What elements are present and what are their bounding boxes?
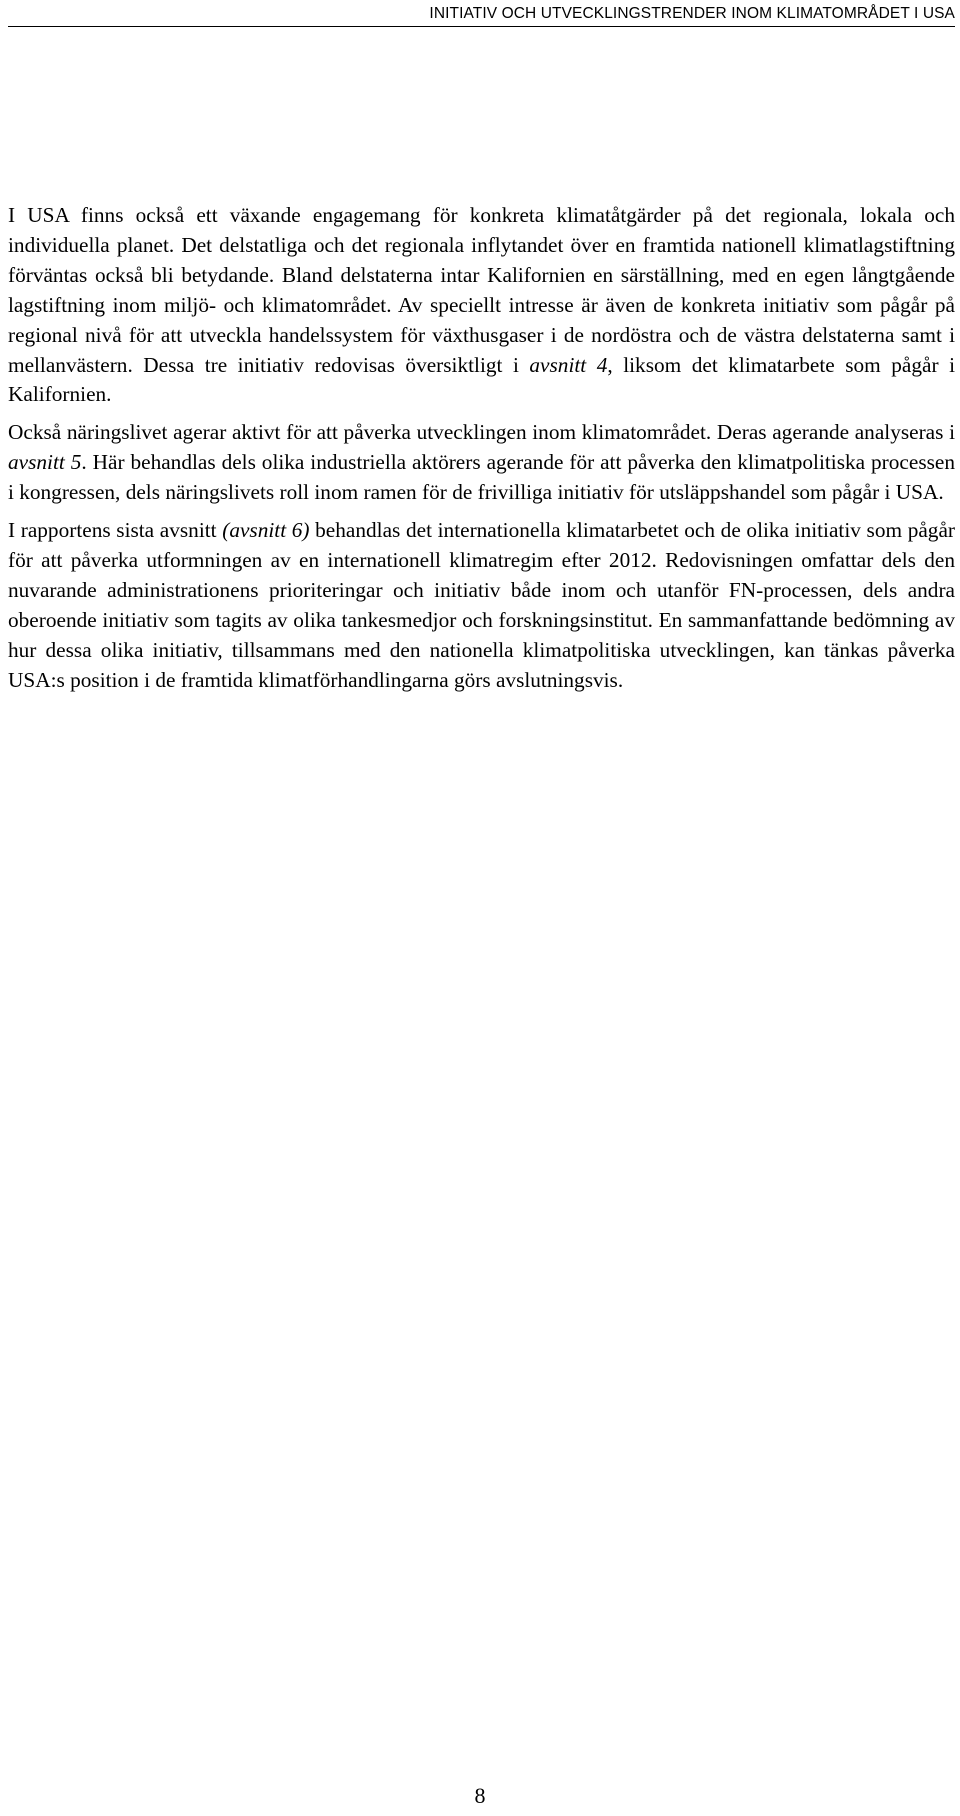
- section-reference: avsnitt 4: [529, 352, 608, 377]
- paragraph-international-work: [8, 516, 955, 695]
- running-header-title: INITIATIV OCH UTVECKLINGSTRENDER INOM KLIMATOMRÅDET I USA: [429, 5, 955, 22]
- paragraph-text: Också näringslivet agerar aktivt för att påverka utvecklingen inom klimatområdet. Deras agerande analyseras i: [8, 420, 955, 445]
- paragraph-text: , liksom det klimatarbete som pågår i Kalifornien.: [8, 352, 956, 407]
- page-number: 8: [474, 1783, 486, 1808]
- paragraph-text: behandlas det internationella klimatarbetet och de olika initiativ som pågår för att påverka utformningen av en internationell klimatregim efter 2012. Redovisningen omfattar dels den nuvarande administrationens prioriteringar och initiativ både inom och utanför FN-processen, dels andra oberoende initiativ som tagits av olika tankesmedjor och forskningsinstitut. En sammanfattande bedömning av hur dessa olika initiativ, tillsammans med den nationella klimatpolitiska utvecklingen, kan tänkas påverka USA:s position i de framtida klimatförhandlingarna görs avslutningsvis.: [8, 518, 955, 692]
- paragraph-text: I USA finns också ett växande engagemang för konkreta klimatåtgärder på det regionala, lokala och individuella planet. Det delstatliga och det regionala inflytandet över en framtida nationell klimatlagstiftning förväntas också bli betydande. Bland delstaterna intar Kalifornien en särställning, med en egen långtgående lagstiftning inom miljö- och klimatområdet. Av speciellt intresse är även de konkreta initiativ som pågår på regional nivå för att utveckla handelssystem för växthusgaser i de nordöstra och de västra delstaterna samt i mellanvästern. Dessa tre initiativ redovisas översiktligt i: [8, 203, 955, 377]
- section-reference: avsnitt 5: [8, 450, 82, 475]
- paragraph-text: I rapportens sista avsnitt: [8, 518, 223, 543]
- paragraph-text: . Här behandlas dels olika industriella aktörers agerande för att påverka den klimatpolitiska processen i kongressen, dels näringslivets roll inom ramen för de frivilliga initiativ för utsläppshandel som pågår i USA.: [8, 450, 955, 505]
- running-header: [8, 2, 955, 27]
- section-reference: (avsnitt 6): [222, 518, 310, 543]
- body-text: [8, 201, 955, 704]
- paragraph-regional-initiatives: [8, 201, 955, 410]
- paragraph-business-sector: [8, 418, 955, 508]
